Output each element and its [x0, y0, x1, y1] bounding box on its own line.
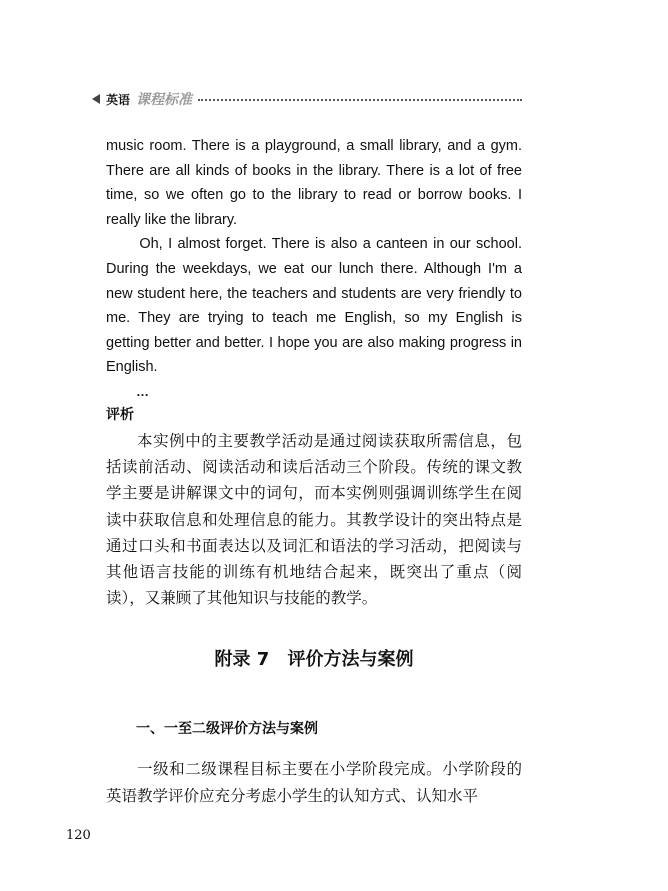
ellipsis-marker: …: [136, 384, 150, 399]
english-passage: [106, 134, 522, 380]
commentary-heading: 评析: [106, 407, 134, 423]
section-heading: 一、一至二级评价方法与案例: [136, 721, 318, 737]
commentary-body: [106, 428, 522, 611]
header-dotted-rule: [198, 99, 522, 101]
header-title: 课程标准: [136, 92, 193, 108]
appendix-title: 评价方法与案例: [287, 649, 414, 670]
section-paragraph: 一级和二级课程目标主要在小学阶段完成。小学阶段的英语教学评价应充分考虑小学生的认知方式、认知水平: [106, 760, 522, 805]
appendix-label: 附录 7: [214, 649, 270, 670]
commentary-paragraph: 本实例中的主要教学活动是通过阅读获取所需信息，包括读前活动、阅读活动和读后活动三个阶段。传统的课文教学主要是讲解课文中的词句，而本实例则强调训练学生在阅读中获取信息和处理信息的能力。其教学设计的突出特点是通过口头和书面表达以及词汇和语法的学习活动，把阅读与其他语言技能的训练有机地结合起来，既突出了重点（阅读），又兼顾了其他知识与技能的教学。: [106, 432, 522, 608]
section-body: [106, 756, 522, 809]
english-paragraph-1: music room. There is a playground, a small library, and a gym. There are all kinds of books in the library. There is a lot of free time, so we often go to the library to read or borrow books. I really like the library.: [106, 138, 522, 228]
page-number: 120: [66, 828, 91, 843]
english-paragraph-2: Oh, I almost forget. There is also a canteen in our school. During the weekdays, we eat our lunch there. Although I'm a new student here, the teachers and students are very friendly to me. They are trying to teach me English, so my English is getting better and better. I hope you are also making progress in English.: [106, 236, 522, 376]
appendix-heading: [106, 645, 522, 671]
header-subject: 英语: [106, 92, 131, 107]
running-header: [92, 88, 522, 110]
triangle-left-icon: [92, 94, 100, 104]
